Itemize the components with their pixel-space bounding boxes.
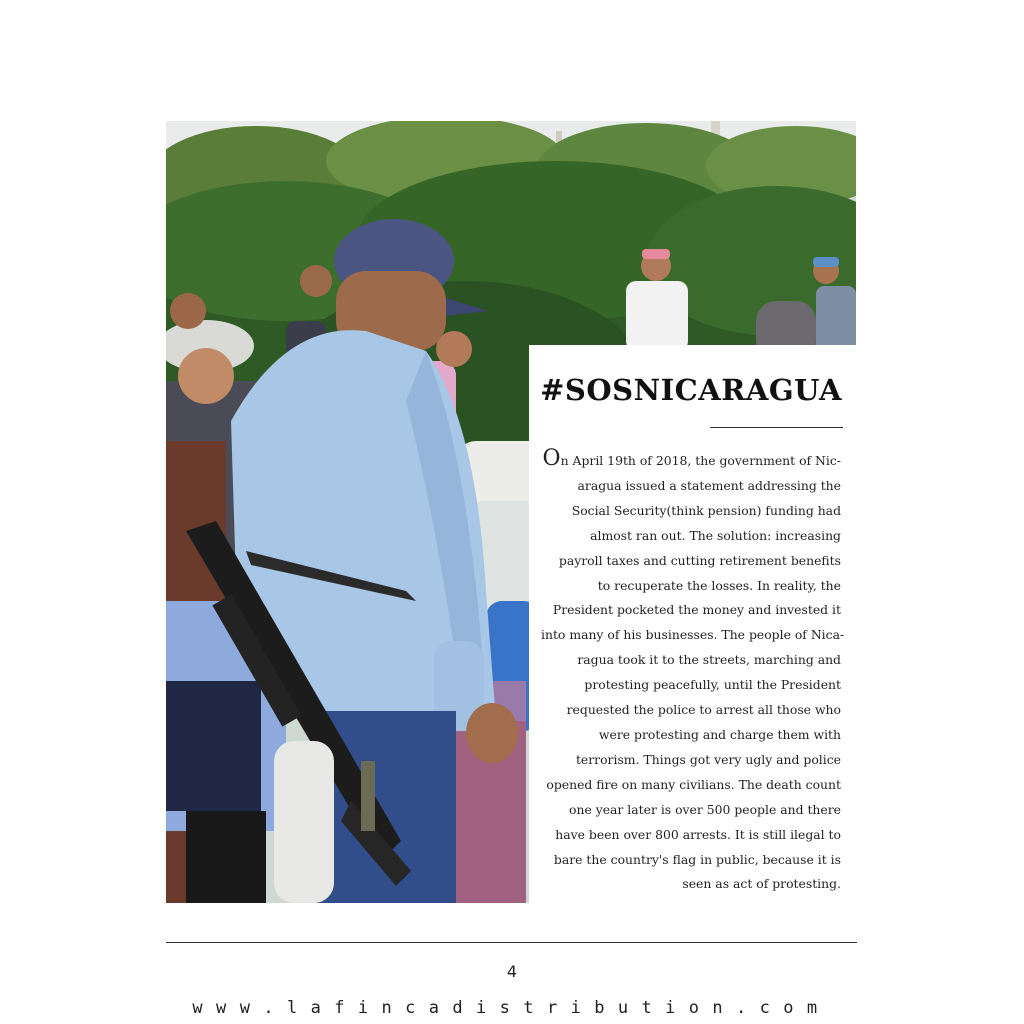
article-body (541, 446, 845, 897)
body-line: terrorism. Things got very ugly and police (575, 751, 841, 767)
body-line: On April 19th of 2018, the government of Nic- (542, 446, 841, 471)
body-line: bare the country's flag in public, because it is (553, 851, 841, 867)
body-line: to recuperate the losses. In reality, the (597, 577, 841, 593)
body-line: protesting peacefully, until the President (584, 677, 841, 693)
body-line: President pocketed the money and invested it (552, 602, 841, 618)
body-line: into many of his businesses. The people of Nica- (541, 627, 845, 643)
body-line: were protesting and charge them with (598, 726, 841, 742)
body-line: Social Security(think pension) funding had (571, 502, 841, 518)
body-line: have been over 800 arrests. It is still ilegal to (555, 826, 841, 842)
drop-cap: O (542, 446, 561, 471)
article-panel (529, 345, 856, 903)
page-number: 4 (506, 962, 518, 981)
footer-divider (166, 942, 857, 943)
body-line: one year later is over 500 people and there (569, 801, 841, 817)
website-url[interactable]: www.lafincadistribution.com (192, 998, 831, 1018)
body-line: aragua issued a statement addressing the (577, 477, 841, 493)
title-underline (710, 427, 843, 428)
article-title: #SOSNICARAGUA (540, 373, 842, 407)
body-line: seen as act of protesting. (682, 876, 841, 892)
body-line: requested the police to arrest all those who (566, 702, 841, 718)
body-line: payroll taxes and cutting retirement benefits (558, 552, 841, 568)
body-line: almost ran out. The solution: increasing (590, 527, 841, 543)
body-line: opened fire on many civilians. The death count (546, 776, 841, 792)
body-line: ragua took it to the streets, marching and (577, 652, 841, 668)
